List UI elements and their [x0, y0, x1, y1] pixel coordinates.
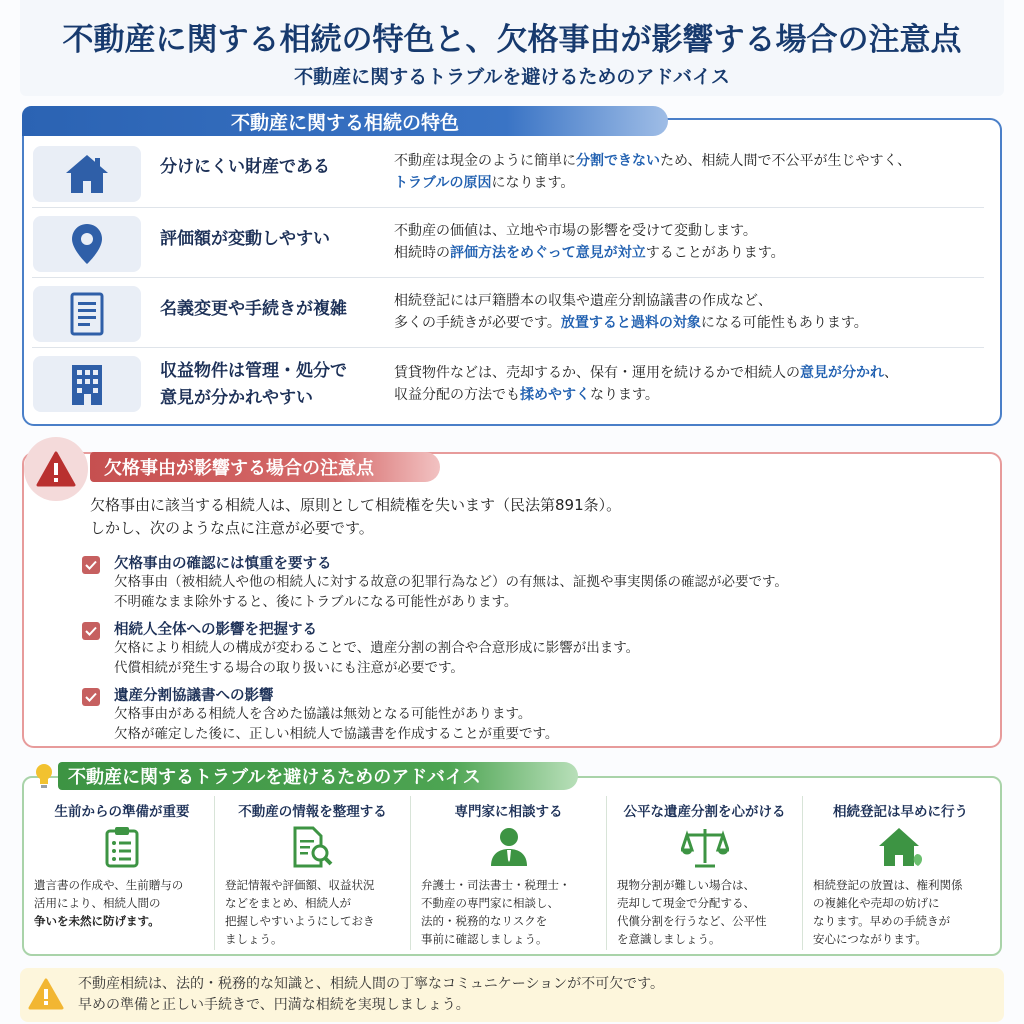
page-subtitle: 不動産に関するトラブルを避けるためのアドバイス: [294, 66, 730, 88]
feature-title: 評価額が変動しやすい: [160, 229, 330, 249]
advice-desc: 登記情報や評価額、収益状況 などをまとめ、相続人が 把握しやすいようにしておき ましょう。: [225, 878, 375, 946]
house-leaf-icon: [803, 826, 998, 868]
lightbulb-icon: [34, 762, 54, 794]
checkbox-icon: [82, 556, 100, 574]
advice-heading: 不動産に関するトラブルを避けるためのアドバイス: [58, 762, 578, 790]
feature-row: [32, 208, 984, 278]
page-title: 不動産に関する相続の特色と、欠格事由が影響する場合の注意点: [62, 22, 962, 58]
advice-column: [214, 796, 410, 950]
advice-column: [606, 796, 802, 950]
advice-desc: 遺言書の作成や、生前贈与の 活用により、相続人間の 争いを未然に防げます。: [34, 878, 184, 928]
feature-desc: 不動産の価値は、立地や市場の影響を受けて変動します。 相続時の評価方法をめぐって意見が対立することがあります。: [394, 223, 785, 261]
advice-title: 相続登記は早めに行う: [833, 804, 968, 820]
feature-title: 名義変更や手続きが複雑: [160, 299, 347, 319]
check-title: 欠格事由の確認には慎重を要する: [114, 556, 332, 572]
footer-text: 不動産相続は、法的・税務的な知識と、相続人間の丁寧なコミュニケーションが不可欠です。 早めの準備と正しい手続きで、円満な相続を実現しましょう。: [78, 976, 665, 1013]
feature-row: [32, 138, 984, 208]
advice-desc: 相続登記の放置は、権利関係 の複雑化や売却の妨げに なります。早めの手続きが 安心につながります。: [813, 878, 963, 946]
checkbox-icon: [82, 622, 100, 640]
document-search-icon: [215, 826, 410, 868]
advice-title: 専門家に相談する: [454, 804, 563, 820]
building-icon: [33, 356, 141, 412]
advice-title: 生前からの準備が重要: [54, 804, 190, 820]
scale-icon: [607, 826, 802, 868]
map-pin-icon: [33, 216, 141, 272]
feature-desc: 相続登記には戸籍謄本の収集や遺産分割協議書の作成など、 多くの手続きが必要です。放置すると過料の対象になる可能性もあります。: [394, 293, 868, 331]
check-desc: 欠格事由がある相続人を含めた協議は無効となる可能性があります。 欠格が確定した後に、正しい相続人で協議書を作成することが重要です。: [114, 706, 559, 742]
check-title: 相続人全体への影響を把握する: [114, 622, 317, 638]
advice-column: [24, 796, 220, 950]
checkbox-icon: [82, 688, 100, 706]
advice-title: 公平な遺産分割を心がける: [623, 804, 786, 820]
disqualification-intro: 欠格事由に該当する相続人は、原則として相続権を失います（民法第891条）。 しかし、次のような点に注意が必要です。: [90, 496, 622, 537]
feature-row: [32, 278, 984, 348]
advice-column: [802, 796, 998, 950]
house-icon: [33, 146, 141, 202]
disqualification-heading: 欠格事由が影響する場合の注意点: [90, 452, 440, 482]
check-desc: 欠格事由（被相続人や他の相続人に対する故意の犯罪行為など）の有無は、証拠や事実関係の確認が必要です。 不明確なまま除外すると、後にトラブルになる可能性があります。: [114, 574, 788, 610]
advice-desc: 弁護士・司法書士・税理士・ 不動産の専門家に相談し、 法的・税務的なリスクを 事前に確認しましょう。: [421, 878, 571, 946]
advice-column: [410, 796, 606, 950]
warning-icon: [24, 437, 88, 501]
check-title: 遺産分割協議書への影響: [114, 688, 274, 704]
features-heading: 不動産に関する相続の特色: [22, 106, 668, 136]
check-desc: 欠格により相続人の構成が変わることで、遺産分割の割合や合意形成に影響が出ます。 代償相続が発生する場合の取り扱いにも注意が必要です。: [114, 640, 640, 676]
feature-desc: 賃貸物件などは、売却するか、保有・運用を続けるかで相続人の意見が分かれ、 収益分配の方法でも揉めやすくなります。: [394, 365, 898, 403]
feature-desc: 不動産は現金のように簡単に分割できないため、相続人間で不公平が生じやすく、 トラブルの原因になります。: [394, 153, 912, 191]
clipboard-icon: [24, 826, 220, 868]
advice-title: 不動産の情報を整理する: [238, 804, 387, 820]
document-icon: [33, 286, 141, 342]
feature-title: 分けにくい財産である: [160, 157, 330, 177]
warning-icon: [28, 978, 64, 1014]
feature-title: 収益物件は管理・処分で 意見が分かれやすい: [160, 361, 347, 408]
expert-icon: [411, 826, 606, 868]
advice-desc: 現物分割が難しい場合は、 売却して現金で分配する、 代償分割を行うなど、公平性 を意識しましょう。: [617, 878, 767, 946]
feature-row: [32, 348, 984, 418]
